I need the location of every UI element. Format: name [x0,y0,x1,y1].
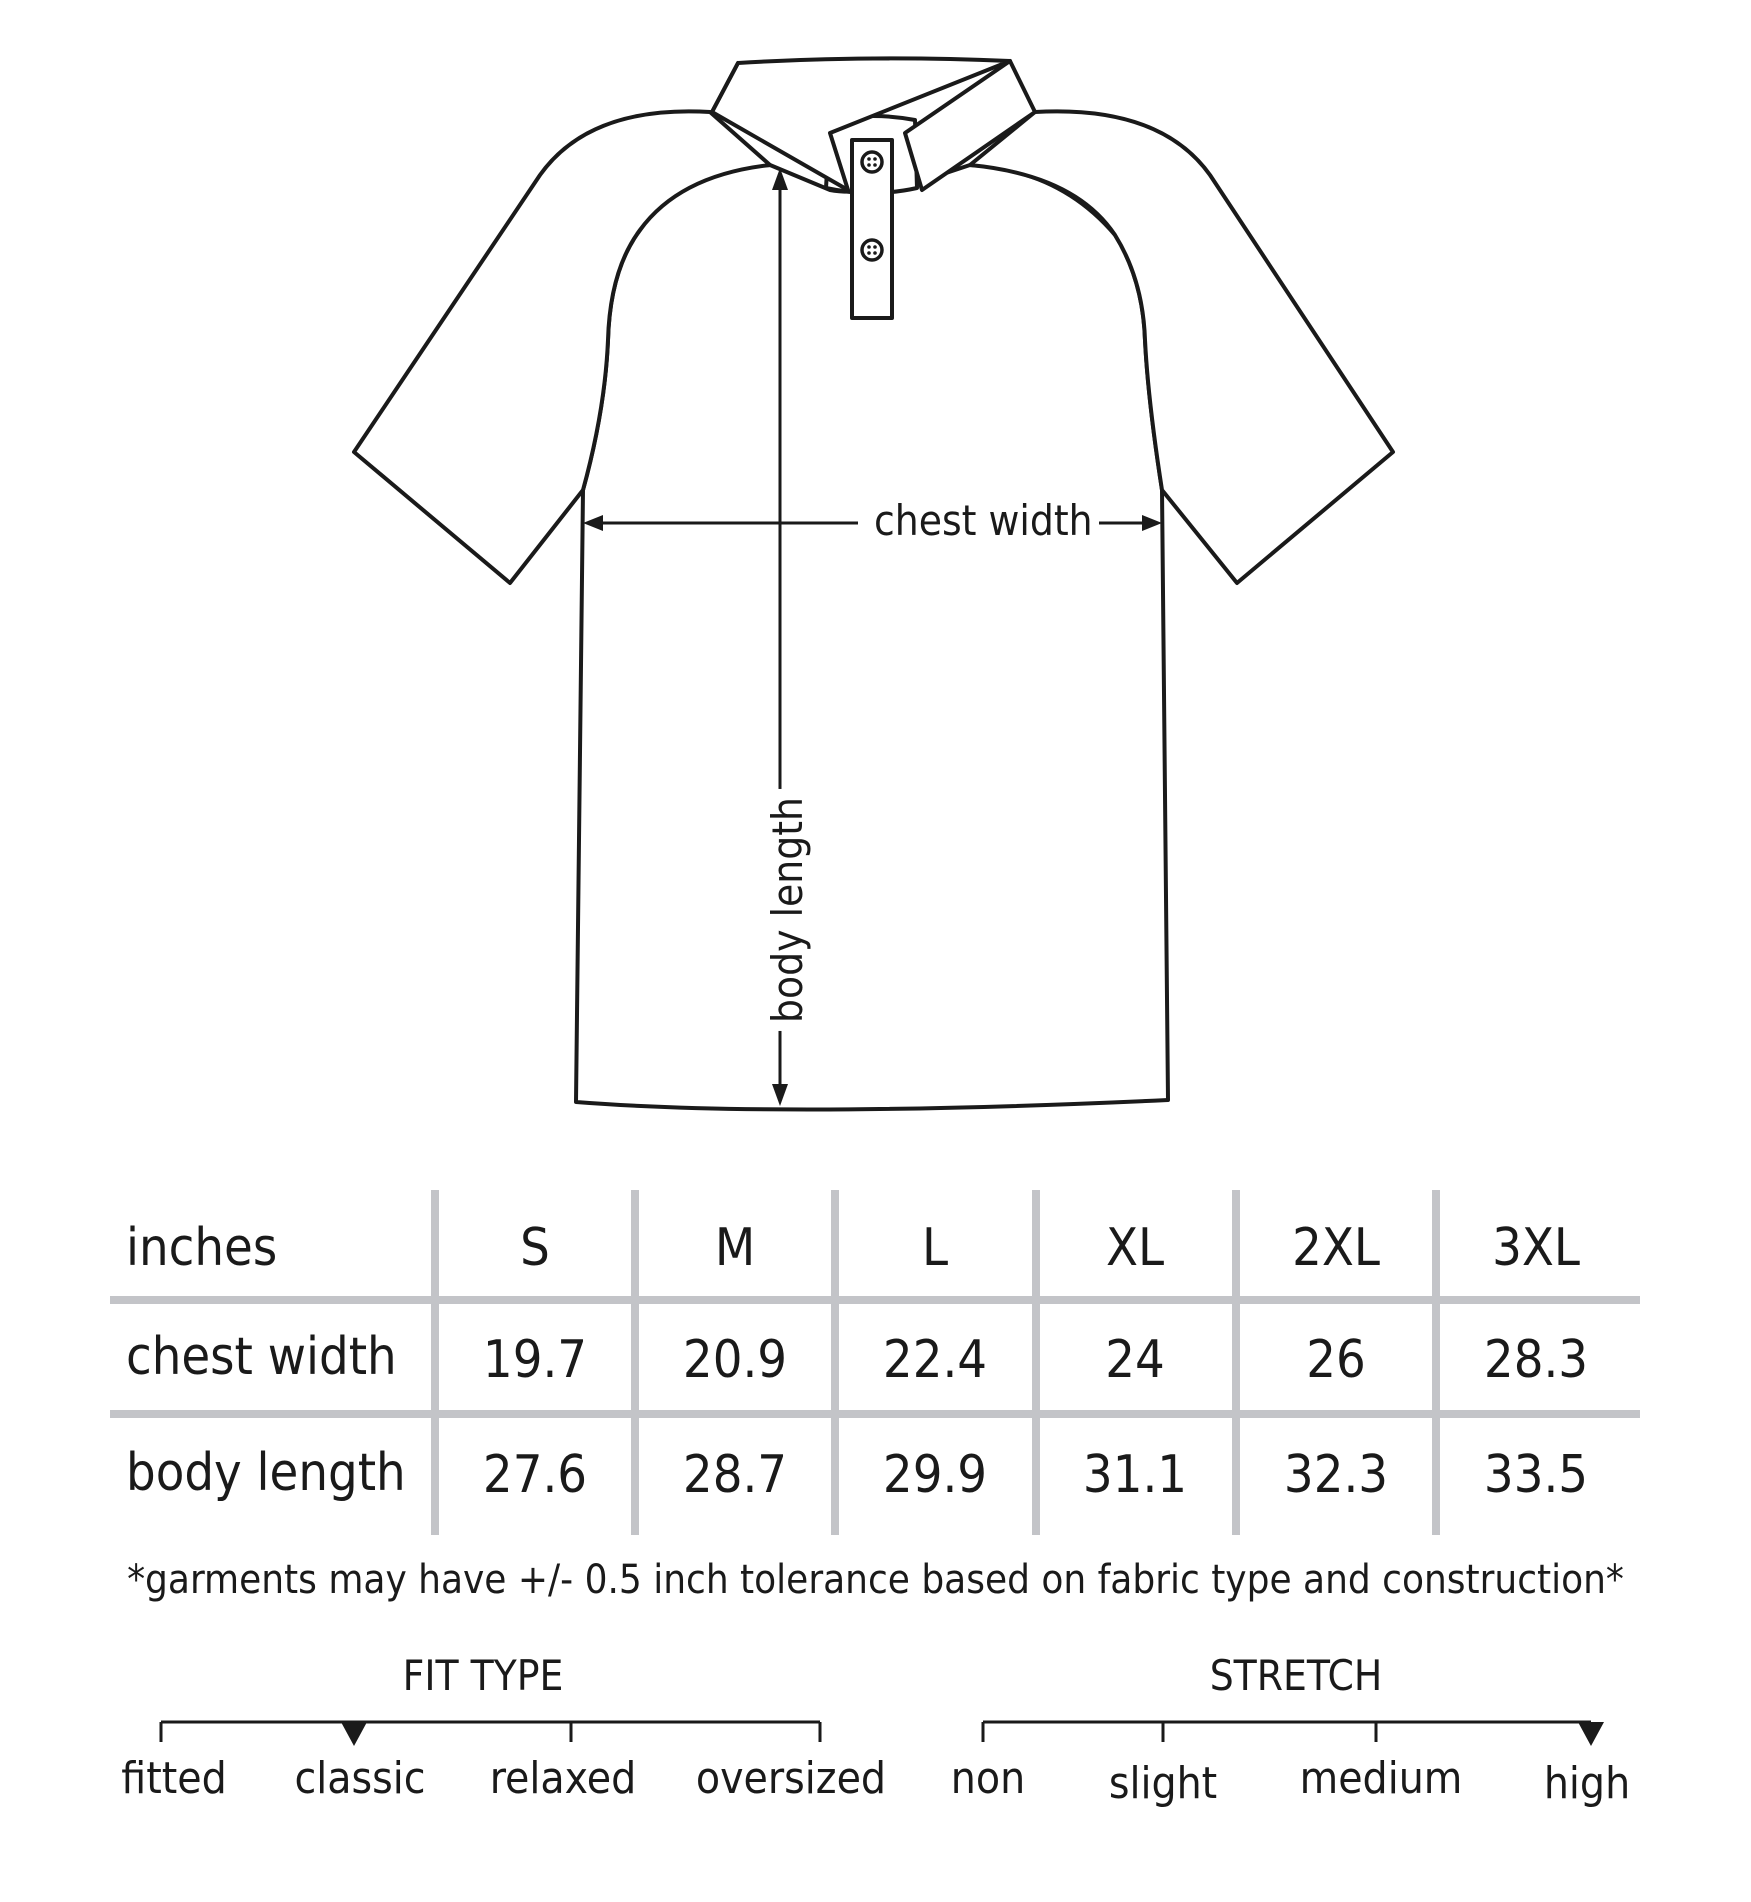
stretch-title: STRETCH [1209,1651,1383,1700]
table-cell: 33.5 [1483,1445,1589,1505]
stretch-option-medium: medium [1299,1753,1463,1804]
fit-type-title: FIT TYPE [402,1651,564,1700]
table-column-divider [831,1190,839,1535]
fit-option-relaxed: relaxed [489,1753,637,1804]
table-column-divider [1232,1190,1240,1535]
table-column-divider [431,1190,439,1535]
size-header: S [520,1218,550,1278]
table-column-divider [1432,1190,1440,1535]
size-header: M [714,1218,756,1278]
table-cell: 31.1 [1082,1445,1188,1505]
table-cell: 32.3 [1283,1445,1389,1505]
fit-option-classic: classic [294,1753,426,1804]
table-column-divider [631,1190,639,1535]
table-divider [110,1410,1640,1418]
fit-option-fitted: fitted [121,1753,227,1804]
size-header: 2XL [1292,1218,1380,1278]
chest-width-label: chest width [868,500,1099,542]
fit-type-selected-marker [341,1722,367,1746]
table-cell: 19.7 [482,1330,588,1390]
table-cell: 29.9 [882,1445,988,1505]
table-cell: 20.9 [682,1330,788,1390]
table-cell: 27.6 [482,1445,588,1505]
table-column-divider [1032,1190,1040,1535]
table-cell: 22.4 [882,1330,988,1390]
fit-option-oversized: oversized [695,1753,887,1804]
table-cell: 24 [1105,1330,1165,1390]
tolerance-note: *garments may have +/- 0.5 inch tolerance based on fabric type and construction* [127,1557,1624,1603]
table-divider [110,1296,1640,1304]
body-length-label: body length [767,789,809,1031]
row-label-body-length: body length [126,1443,406,1503]
table-cell: 26 [1306,1330,1366,1390]
table-cell: 28.3 [1483,1330,1589,1390]
size-header: XL [1105,1218,1165,1278]
size-header: L [921,1218,949,1278]
size-header: 3XL [1492,1218,1580,1278]
stretch-option-slight: slight [1108,1758,1218,1809]
size-chart-table [110,1190,1640,1535]
table-cell: 28.7 [682,1445,788,1505]
button-icon [862,152,882,172]
button-icon [862,240,882,260]
stretch-selected-marker [1578,1722,1604,1746]
row-label-chest-width: chest width [126,1327,397,1387]
unit-header: inches [126,1218,278,1278]
stretch-option-high: high [1543,1758,1631,1809]
stretch-option-non: non [950,1753,1026,1804]
